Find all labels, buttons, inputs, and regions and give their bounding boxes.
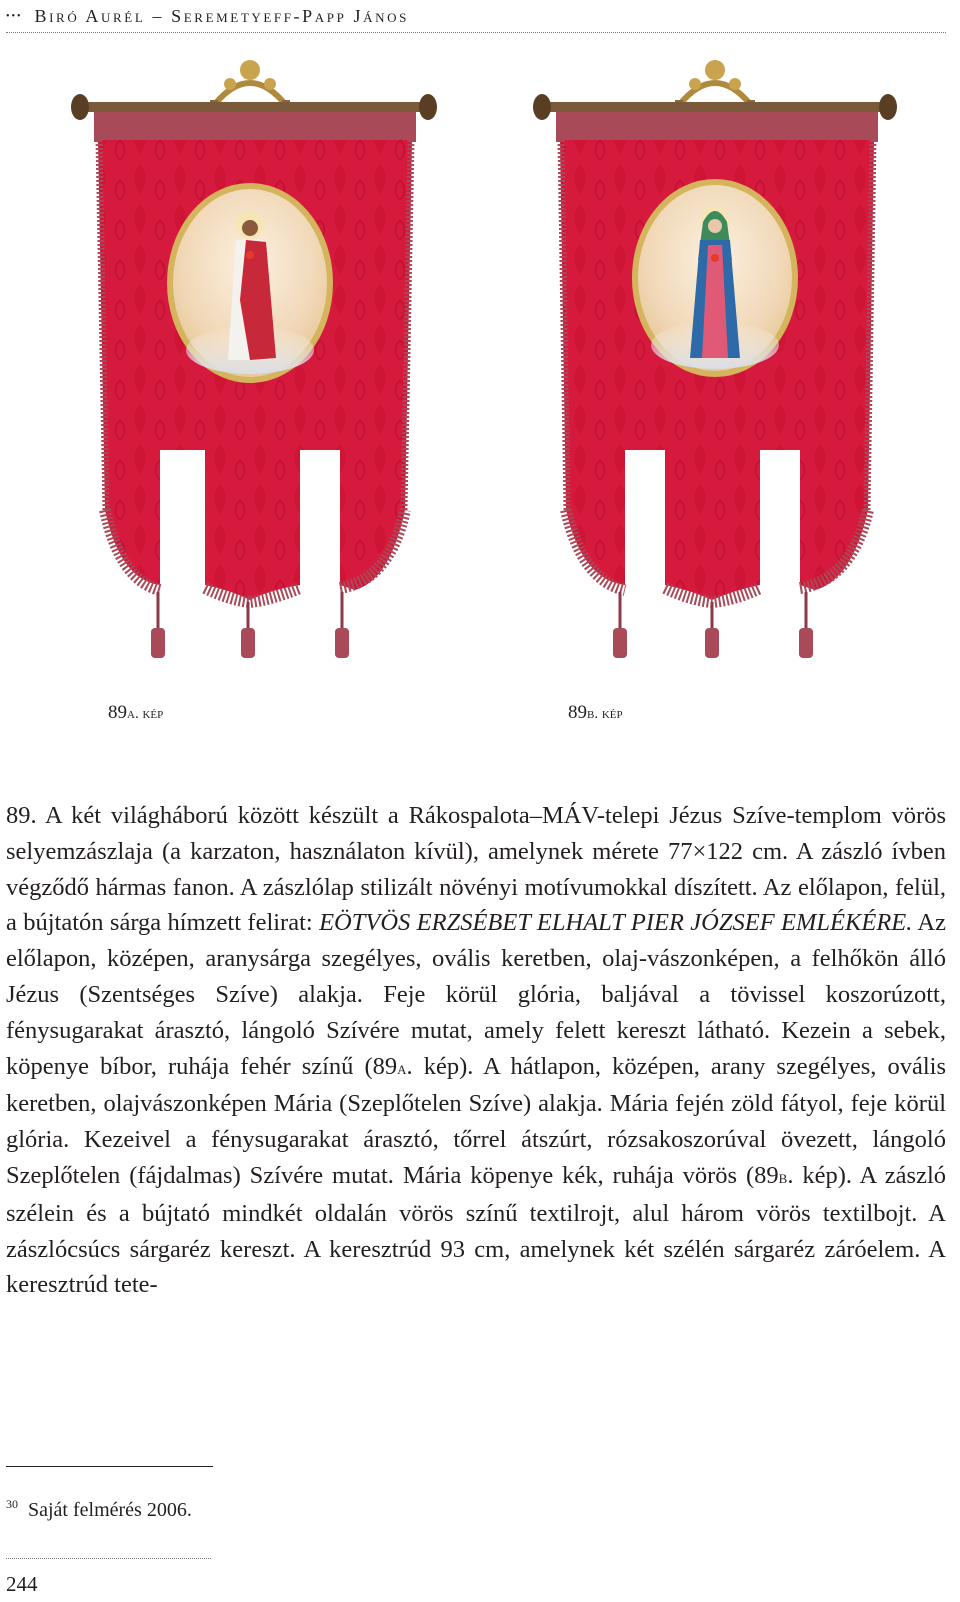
body-paragraph	[6, 798, 946, 1303]
banner-89b	[533, 60, 897, 658]
running-header	[6, 4, 946, 28]
tassel	[799, 592, 813, 658]
tassel	[613, 592, 627, 658]
banner-89a	[71, 60, 437, 658]
crossbar-rod	[540, 102, 892, 112]
figure-caption-89a	[108, 702, 163, 724]
body-text-part-3: . kép). A hátlapon, középen, arany szegélyes, ovális keretben, olajvászonképen Mária (Szeplőtelen Szíve) alakja. Mária fején zöld fátyol, feje körül glória. Kezeivel a fénysugarakat árasztó, tőrrel átszúrt, rózsakoszorúval övezett, lángoló Szeplőtelen (fájdalmas) Szívére mutat. Mária köpenye kék, ruhája vörös (89	[6, 1052, 946, 1189]
header-ornament: •••	[6, 10, 23, 22]
banner-inscription: EÖTVÖS ERZSÉBET ELHALT PIER JÓZSEF EMLÉKÉRE.	[319, 909, 913, 937]
caption-label: b. kép	[587, 706, 623, 722]
oval-painting-mary	[635, 182, 795, 374]
caption-number: 89	[568, 702, 587, 723]
footnote-text: Saját felmérés 2006.	[28, 1499, 192, 1521]
tassel	[151, 592, 165, 658]
footnote	[6, 1497, 192, 1522]
page-number-divider	[6, 1558, 211, 1559]
crossbar-rod	[78, 102, 428, 112]
body-text-part-1: 89. A két világháború között készült a Rákospalota–MÁV-telepi Jézus Szíve-templom vörös selyemzászlaja (a karzaton, használaton kívül), amelynek mérete 77×122 cm. A zászló ívben végződő hármas fanon. A zászlólap stilizált növényi motívumokkal díszített. Az előlapon, felül, a bújtatón sárga hímzett felirat:	[6, 802, 946, 937]
footnote-divider	[6, 1466, 213, 1467]
header-divider	[6, 32, 946, 33]
banner-photos	[0, 40, 960, 690]
tassel	[241, 602, 255, 658]
oval-painting-jesus	[170, 186, 330, 380]
figure-caption-89b	[568, 702, 623, 724]
tassel	[705, 602, 719, 658]
caption-label: a. kép	[127, 706, 164, 722]
footnote-number: 30	[6, 1497, 18, 1511]
caption-number: 89	[108, 702, 127, 723]
header-title: Biró Aurél – Seremetyeff-Papp János	[34, 5, 409, 26]
page-number: 244	[6, 1572, 38, 1596]
body-text-part-4: . kép). A zászló szélein és a bújtató mindkét oldalán vörös színű textilrojt, alul három vörös textilbojt. A zászlócsúcs sárgaréz kereszt. A keresztrúd 93 cm, amelynek két szélén sárgaréz záróelem. A keresztrúd tete-	[6, 1161, 946, 1299]
tassel	[335, 592, 349, 658]
body-text-part-2: Az előlapon, középen, aranysárga szegélyes, ovális keretben, olaj-vászonképen, a felhőkön álló Jézus (Szentséges Szíve) alakja. Feje körül glória, baljával a tövissel koszorúzott, fénysugarakat árasztó, lángoló Szívére mutat, amely felett kereszt látható. Kezein a sebek, köpenye bíbor, ruhája fehér színű (89	[6, 909, 946, 1080]
figure-ref-b: b	[778, 1166, 788, 1188]
figure-ref-a: a	[397, 1057, 407, 1079]
